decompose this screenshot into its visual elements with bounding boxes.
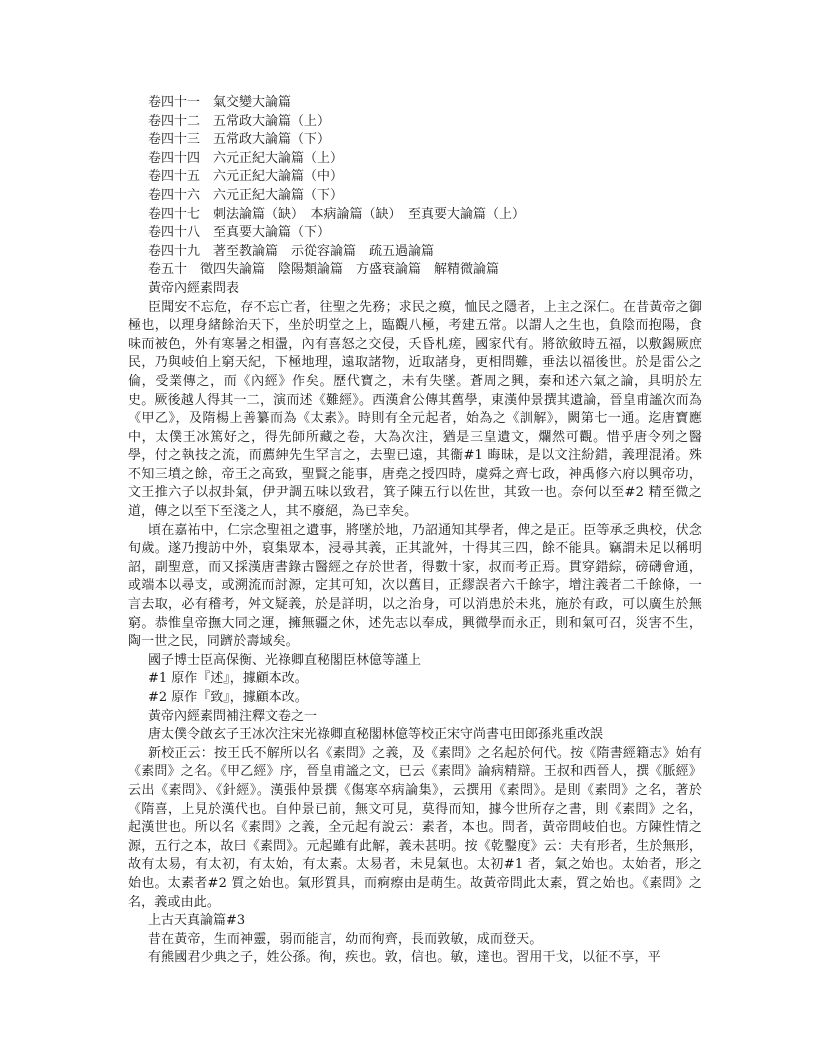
toc-line: 卷四十五 六元正紀大論篇（中） — [148, 169, 344, 185]
toc-line: 卷四十六 六元正紀大論篇（下） — [148, 187, 344, 203]
signature-line: 國子博士臣高保衡、光祿卿直秘閣臣林億等謹上 — [148, 652, 422, 668]
document-page — [128, 94, 702, 968]
body-paragraph: 臣聞安不忘危，存不忘亡者，往聖之先務；求民之瘼，恤民之隱者，上主之深仁。在昔黃帝之御極也，以理身緒餘治天下，坐於明堂之上，臨觀八極，考建五常。以謂人之生也，負陰而抱陽，食味而被色，外有寒暑之相盪，內有喜怒之交侵，夭昏札瘥，國家代有。將欲斂時五福，以敷錫厥庶民，乃與岐伯上窮天紀，下極地理，遠取諸物，近取諸身，更相問難，垂法以福後世。於是雷公之倫，受業傳之，而《內經》作矣。歷代寶之，未有失墜。蒼周之興，秦和述六氣之論，具明於左史。厥後越人得其一二，演而述《難經》。西漢倉公傳其舊學，東漢仲景撰其遺論，晉皇甫謐次而為《甲乙》，及隋楊上善纂而為《太素》。時則有全元起者，始為之《訓解》，闕第七一通。迄唐寶應中，太僕王冰篤好之，得先師所藏之卷，大為次注，猶是三皇遺文，爛然可觀。惜乎唐令列之醫學，付之執技之流，而薦紳先生罕言之，去聖已遠，其衞#1 晦昧，是以文注紛錯，義理混淆。殊不知三墳之餘，帝王之高致，聖賢之能事，唐堯之授四時，虞舜之齊七政，神禹修六府以興帝功，文王推六子以叔卦氣，伊尹調五味以致君，箕子陳五行以佐世，其致一也。奈何以至#2 精至微之道，傳之以至下至淺之人，其不廢絕，為已幸矣。 — [128, 299, 702, 520]
section-title: 黃帝內經素問補注釋文卷之一 — [148, 708, 318, 724]
toc-line: 卷四十三 五常政大論篇（下） — [148, 132, 331, 148]
byline: 唐太僕令啟玄子王冰次注宋光祿卿直秘閣林億等校正宋守尚書屯田郎孫兆重改誤 — [148, 727, 604, 743]
toc-line: 卷四十四 六元正紀大論篇（上） — [148, 150, 344, 166]
section-title: 黃帝內經素問表 — [148, 280, 240, 296]
footnote: #2 原作『致』，據顧本改。 — [148, 690, 308, 705]
toc-line: 卷四十一 氣交變大論篇 — [148, 95, 292, 110]
chapter-title: 上古天真論篇#3 — [148, 913, 246, 929]
body-paragraph: 頃在嘉祐中，仁宗念聖祖之遺事，將墜於地，乃詔通知其學者，俾之是正。臣等承乏典校，伏念旬歲。遂乃搜訪中外，裒集眾本，浸尋其義，正其訛舛，十得其三四，餘不能具。竊謂未足以稱明詔，副聖意，而又採漢唐書錄古醫經之存於世者，得數十家，叔而考正焉。貫穿錯綜，磅礴會通，或端本以尋支，或溯流而討源，定其可知，次以舊目，正繆誤者六千餘字，增注義者二千餘條，一言去取，必有稽考，舛文疑義，於是詳明，以之治身，可以消患於未兆，施於有政，可以廣生於無窮。恭惟皇帝撫大同之運，擁無疆之休，述先志以奉成，興微學而永正，則和氣可召，災害不生，陶一世之民，同躋於壽域矣。 — [128, 522, 702, 650]
toc-line: 卷四十二 五常政大論篇（上） — [148, 113, 331, 129]
body-paragraph: 昔在黃帝，生而神靈，弱而能言，幼而徇齊，長而敦敏，成而登天。 — [148, 931, 543, 947]
body-paragraph: 新校正云：按王氏不解所以名《素問》之義，及《素問》之名起於何代。按《隋書經籍志》始有《素問》之名。《甲乙經》序，晉皇甫謐之文，已云《素問》論病精辯。王叔和西晉人，撰《脈經》云出《素問》、《針經》。漢張仲景撰《傷寒卒病論集》，云撰用《素問》。是則《素問》之名，著於《隋喜，上見於漢代也。自仲景已前，無文可見，莫得而知，據今世所存之書，則《素問》之名，起漢世也。所以名《素問》之義，全元起有說云：素者，本也。問者，黃帝問岐伯也。方陳性情之源，五行之本，故曰《素問》。元起雖有此解，義未甚明。按《乾鑿度》云：夫有形者，生於無形，故有太易，有太初，有太始，有太素。太易者，未見氣也。太初#1 者，氣之始也。太始者，形之始也。太素者#2 質之始也。氣形質具，而痾瘵由是萌生。故黃帝問此太素，質之始也。《素問》之名，義或由此。 — [128, 745, 702, 910]
toc-line: 卷四十八 至真要大論篇（下） — [148, 225, 331, 241]
footnote: #1 原作『述』，據顧本改。 — [148, 671, 308, 687]
toc-line: 卷五十 徵四失論篇 陰陽類論篇 方盛衰論篇 解精微論篇 — [148, 262, 500, 278]
body-paragraph: 有熊國君少典之子，姓公孫。徇，疾也。敦，信也。敏，達也。習用干戈，以征不享，平 — [148, 950, 661, 966]
toc-line: 卷四十九 著至教論篇 示從容論篇 疏五過論篇 — [148, 243, 435, 259]
toc-line: 卷四十七 刺法論篇（缺） 本病論篇（缺） 至真要大論篇（上） — [148, 206, 526, 222]
